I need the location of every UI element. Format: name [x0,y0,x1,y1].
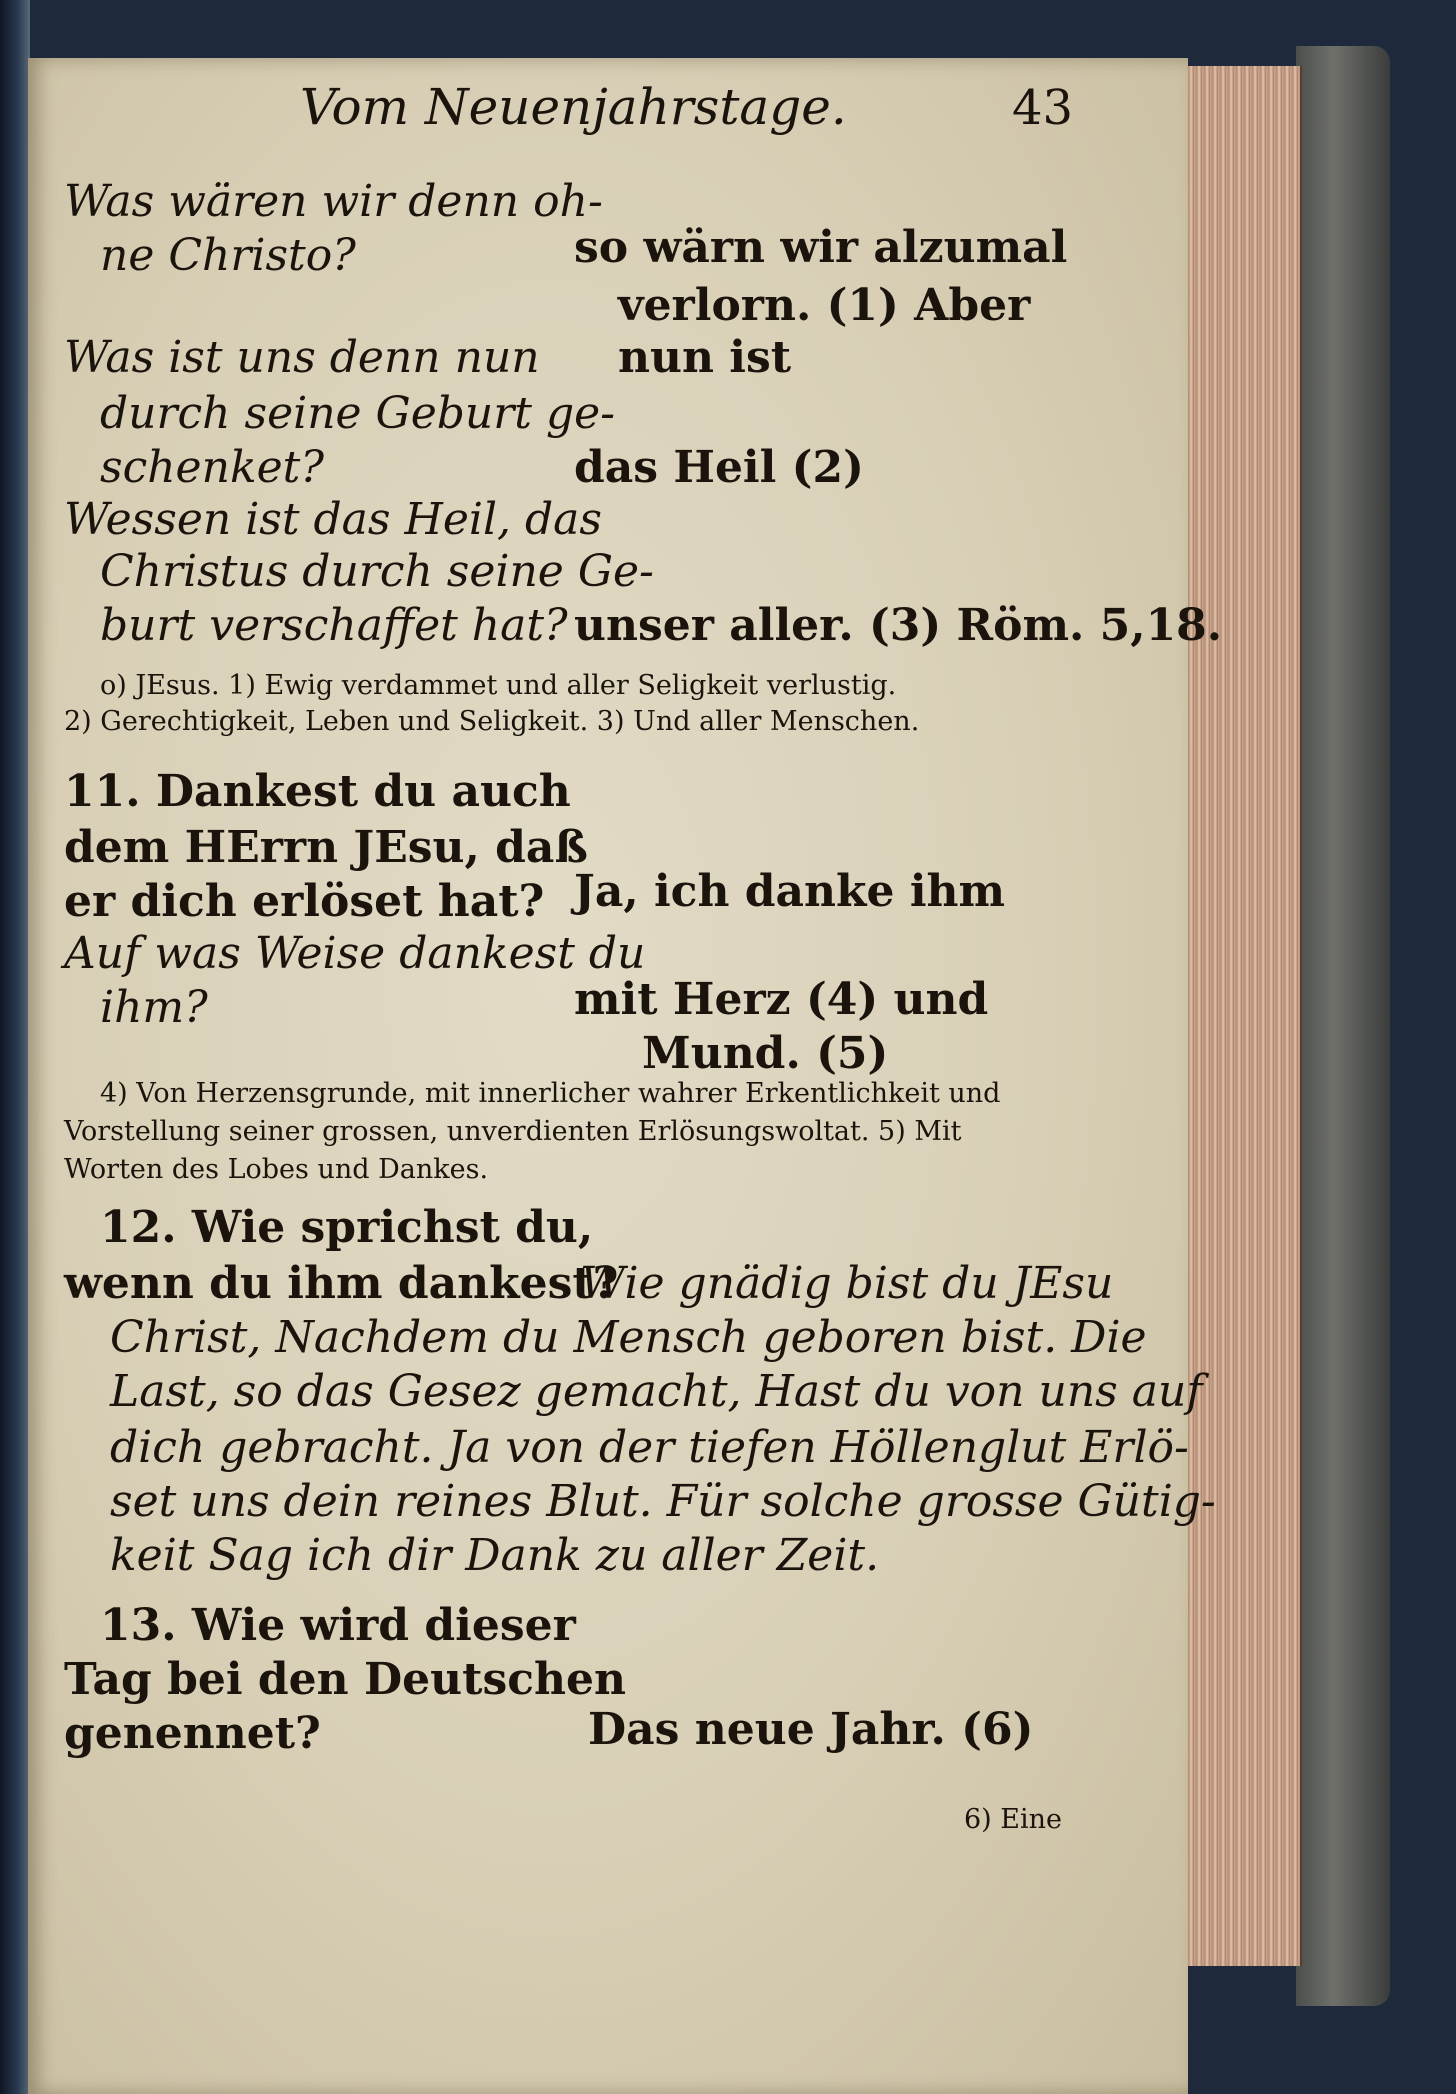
answer-line: mit Herz (4) und [574,974,989,1025]
answer-line: so wärn wir alzumal [574,222,1068,273]
running-head: Vom Neuenjahrstage. [300,78,847,136]
catchword: 6) Eine [964,1804,1063,1835]
footnote-line: Vorstellung seiner grossen, unverdienten Erlösungswoltat. 5) Mit [64,1116,962,1147]
answer-line: nun ist [618,332,792,383]
question-line: er dich erlöset hat? [64,876,545,927]
question-line: schenket? [100,442,324,493]
answer-line: das Heil (2) [574,442,864,493]
question-line: 12. Wie sprichst du, [100,1202,594,1253]
answer-line: set uns dein reines Blut. Für solche grosse Gütig- [110,1476,1216,1527]
footnote-line: 4) Von Herzensgrunde, mit innerlicher wahrer Erkentlichkeit und [100,1078,1001,1109]
question-line: Was wären wir denn oh- [64,176,603,227]
answer-line: Das neue Jahr. (6) [588,1704,1034,1755]
question-line: Auf was Weise dankest du [64,928,646,979]
question-line: Wessen ist das Heil, das [64,494,602,545]
answer-line: Mund. (5) [642,1028,889,1079]
question-line: Tag bei den Deutschen [64,1654,626,1705]
answer-line: keit Sag ich dir Dank zu aller Zeit. [110,1530,880,1581]
answer-line: dich gebracht. Ja von der tiefen Höllenglut Erlö- [110,1422,1189,1473]
answer-line: Last, so das Gesez gemacht, Hast du von uns auf [110,1366,1203,1417]
question-line: ihm? [100,982,208,1033]
answer-line: Wie gnädig bist du JEsu [580,1258,1114,1309]
answer-line: unser aller. (3) Röm. 5,18. [574,600,1223,651]
question-line: durch seine Geburt ge- [100,388,616,439]
question-line: 13. Wie wird dieser [100,1600,576,1651]
footnote-line: o) JEsus. 1) Ewig verdammet und aller Seligkeit verlustig. [100,670,897,701]
question-line: 11. Dankest du auch [64,766,571,817]
question-line: wenn du ihm dankest? [64,1258,619,1309]
answer-line: verlorn. (1) Aber [618,280,1031,331]
question-line: Christus durch seine Ge- [100,546,654,597]
question-line: dem HErrn JEsu, daß [64,822,588,873]
page-number: 43 [1012,80,1074,136]
question-line: genennet? [64,1708,321,1759]
question-line: ne Christo? [100,230,356,281]
footnote-line: 2) Gerechtigkeit, Leben und Seligkeit. 3) Und aller Menschen. [64,706,920,737]
answer-line: Christ, Nachdem du Mensch geboren bist. Die [110,1312,1147,1363]
question-line: burt verschaffet hat? [100,600,568,651]
question-line: Was ist uns denn nun [64,332,540,383]
footnote-line: Worten des Lobes und Dankes. [64,1154,489,1185]
answer-line: Ja, ich danke ihm [574,866,1006,917]
